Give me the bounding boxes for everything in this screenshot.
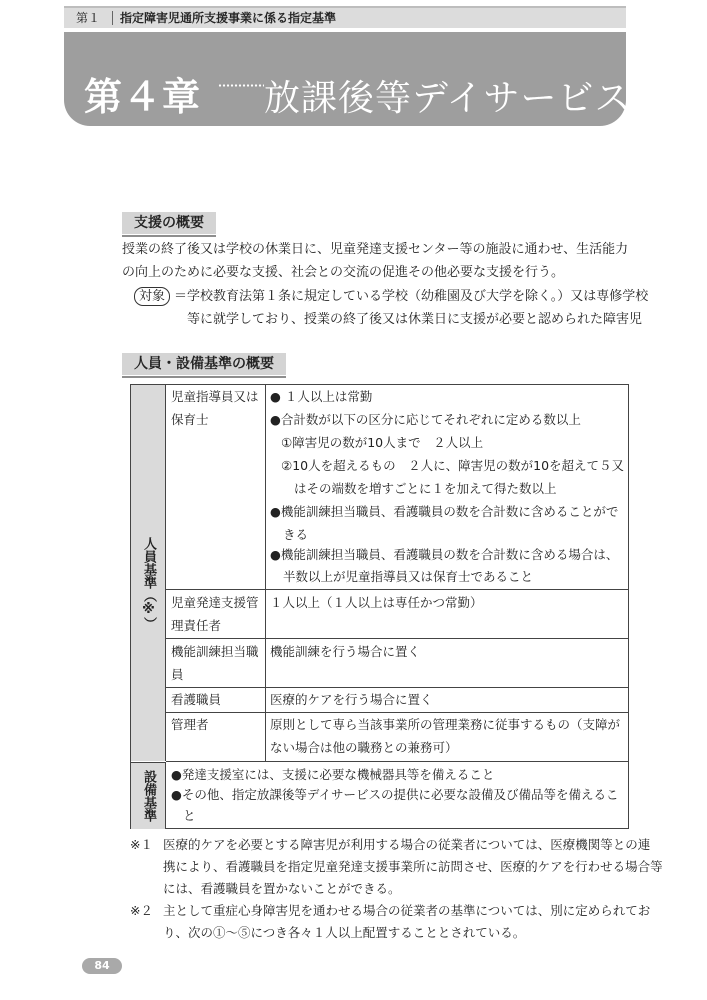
note-2-line-1: 主として重症心身障害児を通わせる場合の従業者の基準については、別に定められてお [163, 903, 651, 918]
role-text: 児童発達支援管 [171, 595, 259, 610]
note-mark-1: ※１ [130, 837, 153, 852]
detail-text: ない場合は他の職務との兼務可） [270, 740, 458, 755]
role-text: 保育士 [171, 412, 209, 427]
facility-text: ●発達支援室には、支援に必要な機械器具等を備えること [171, 767, 495, 782]
role-text: 管理者 [171, 717, 209, 732]
chapter-dot-leader [218, 84, 264, 87]
standards-heading: 人員・設備基準の概要 [122, 353, 286, 375]
row-divider [166, 761, 628, 762]
note-1-line-3: には、看護職員を置かないことができる。 [163, 881, 401, 896]
detail-text: ● １人以上は常勤 [270, 389, 373, 404]
role-text: 看護職員 [171, 692, 222, 707]
role-text: 理責任者 [171, 618, 222, 633]
facility-text: と [183, 808, 196, 823]
detail-text: ●合計数が以下の区分に応じてそれぞれに定める数以上 [270, 412, 581, 427]
note-2-line-2: り、次の①～⑤につき各々１人以上配置することとされている。 [163, 925, 526, 940]
detail-text: 機能訓練を行う場合に置く [270, 644, 421, 659]
row-divider [166, 638, 628, 639]
part-label: 第１ [76, 11, 101, 25]
role-text: 児童指導員又は [171, 389, 259, 404]
staff-label: 人員基準（※） [141, 536, 156, 630]
detail-text: ②10人を超えるもの ２人に、障害児の数が10を超えて５又 [281, 458, 625, 473]
header-divider [112, 11, 113, 25]
facility-text: ●その他、指定放課後等デイサービスの提供に必要な設備及び備品等を備えるこ [171, 787, 619, 802]
standards-table [130, 384, 629, 829]
page-number: 84 [82, 958, 122, 974]
detail-text: はその端数を増すごとに１を加えて得た数以上 [294, 481, 557, 496]
target-text-1: ＝学校教育法第１条に規定している学校（幼稚園及び大学を除く。）又は専修学校 [174, 289, 649, 304]
role-text: 機能訓練担当職 [171, 644, 259, 659]
row-divider [166, 589, 628, 590]
target-badge: 対象 [134, 287, 170, 306]
detail-text: 原則として専ら当該事業所の管理業務に従事するもの（支障が [270, 717, 621, 732]
detail-text: ●機能訓練担当職員、看護職員の数を合計数に含めることがで [270, 504, 619, 519]
running-header [64, 6, 626, 28]
chapter-banner [64, 32, 632, 126]
overview-heading: 支援の概要 [122, 212, 216, 234]
detail-text: 医療的ケアを行う場合に置く [270, 692, 433, 707]
chapter-title: 放課後等デイサービス [264, 78, 632, 119]
detail-text: ●機能訓練担当職員、看護職員の数を合計数に含める場合は、 [270, 547, 619, 562]
column-divider [265, 385, 266, 761]
facility-label: 設備基準 [141, 770, 156, 822]
detail-text: きる [283, 527, 309, 542]
target-line-2: 等に就学しており、授業の終了後又は休業日に支援が必要と認められた障害児 [187, 312, 643, 327]
overview-line-1: 授業の終了後又は学校の休業日に、児童発達支援センター等の施設に通わせ、生活能力 [122, 242, 629, 257]
chapter-number: 第４章 [84, 75, 202, 119]
detail-text: ①障害児の数が10人まで ２人以上 [281, 435, 484, 450]
detail-text: １人以上（１人以上は専任かつ常勤） [270, 595, 483, 610]
note-mark-2: ※２ [130, 903, 153, 918]
role-text: 員 [171, 667, 184, 682]
note-1-line-1: 医療的ケアを必要とする障害児が利用する場合の従業者については、医療機関等との連 [163, 837, 651, 852]
detail-text: 半数以上が児童指導員又は保育士であること [283, 569, 534, 584]
target-line-1 [134, 285, 648, 308]
note-1-line-2: 携により、看護職員を指定児童発達支援事業所に訪問させ、医療的ケアを行わせる場合等 [163, 859, 663, 874]
overview-line-2: の向上のために必要な支援、社会との交流の促進その他必要な支援を行う。 [122, 265, 565, 280]
part-title: 指定障害児通所支援事業に係る指定基準 [120, 11, 337, 25]
